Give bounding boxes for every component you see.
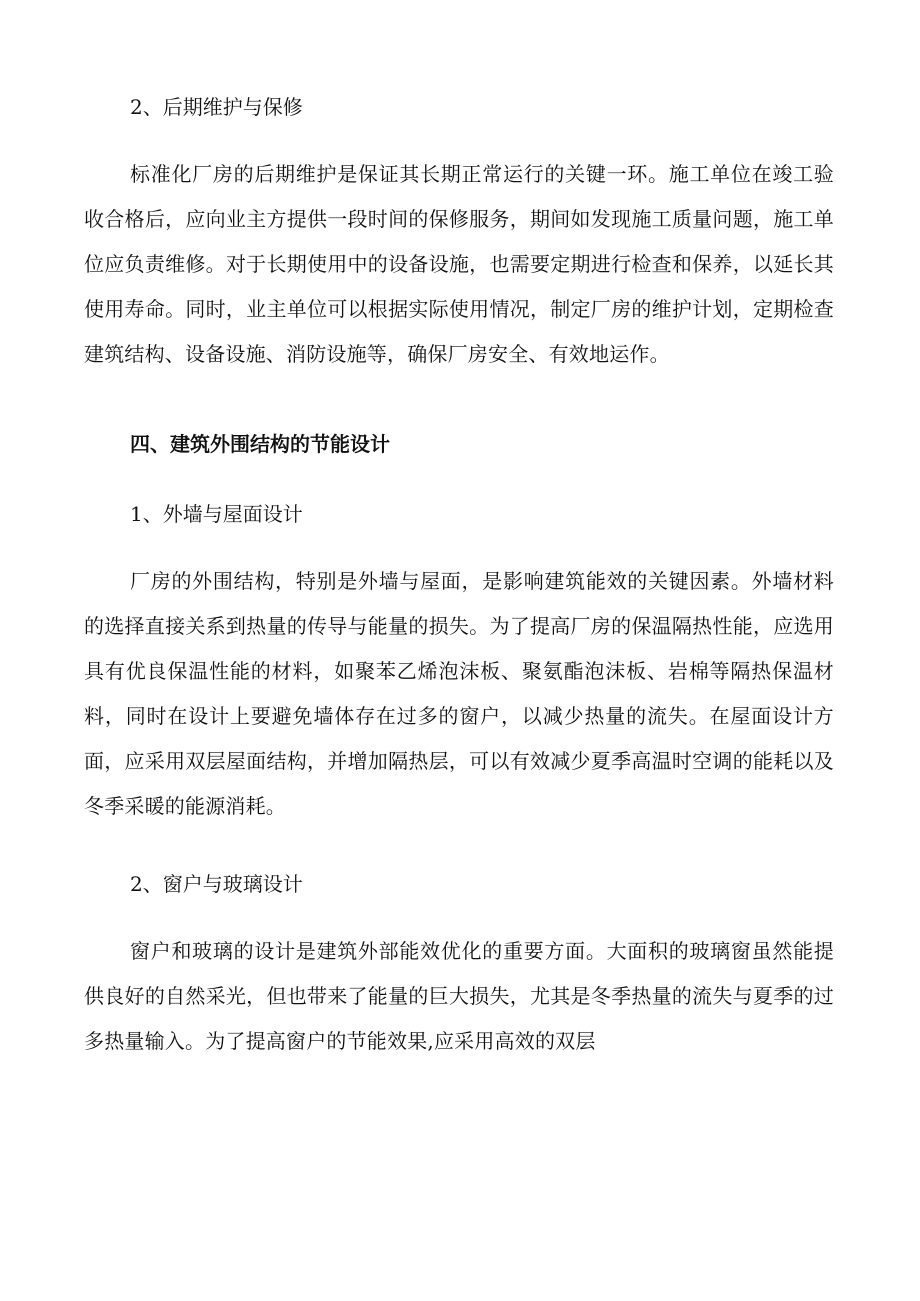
chapter-heading-envelope-energy: 四、建筑外围结构的节能设计 [130, 432, 390, 456]
spacer [84, 377, 834, 429]
spacer [84, 899, 834, 929]
spacer [84, 459, 834, 499]
spacer [84, 529, 834, 559]
spacer [84, 122, 834, 152]
paragraph-windows-glass: 窗户和玻璃的设计是建筑外部能效优化的重要方面。大面积的玻璃窗虽然能提供良好的自然采光，但也带来了能量的巨大损失，尤其是冬季热量的流失与夏季的过多热量输入。为了提高窗户的节能效果,应采用高效的双层 [84, 939, 834, 1053]
section-heading-maintenance: 2、后期维护与保修 [130, 95, 303, 119]
section-heading-walls-roof: 1、外墙与屋面设计 [130, 502, 303, 526]
paragraph-walls-roof: 厂房的外围结构，特别是外墙与屋面，是影响建筑能效的关键因素。外墙材料的选择直接关系到热量的传导与能量的损失。为了提高厂房的保温隔热性能，应选用具有优良保温性能的材料，如聚苯乙烯泡沫板、聚氨酯泡沫板、岩棉等隔热保温材料，同时在设计上要避免墙体存在过多的窗户，以减少热量的流失。在屋面设计方面，应采用双层屋面结构，并增加隔热层，可以有效减少夏季高温时空调的能耗以及冬季采暖的能源消耗。 [84, 569, 834, 818]
paragraph-maintenance: 标准化厂房的后期维护是保证其长期正常运行的关键一环。施工单位在竣工验收合格后，应向业主方提供一段时间的保修服务，期间如发现施工质量问题，施工单位应负责维修。对于长期使用中的设备设施，也需要定期进行检查和保养，以延长其使用寿命。同时，业主单位可以根据实际使用情况，制定厂房的维护计划，定期检查建筑结构、设备设施、消防设施等，确保厂房安全、有效地运作。 [84, 162, 834, 366]
spacer [84, 829, 834, 869]
section-heading-windows-glass: 2、窗户与玻璃设计 [130, 872, 303, 896]
